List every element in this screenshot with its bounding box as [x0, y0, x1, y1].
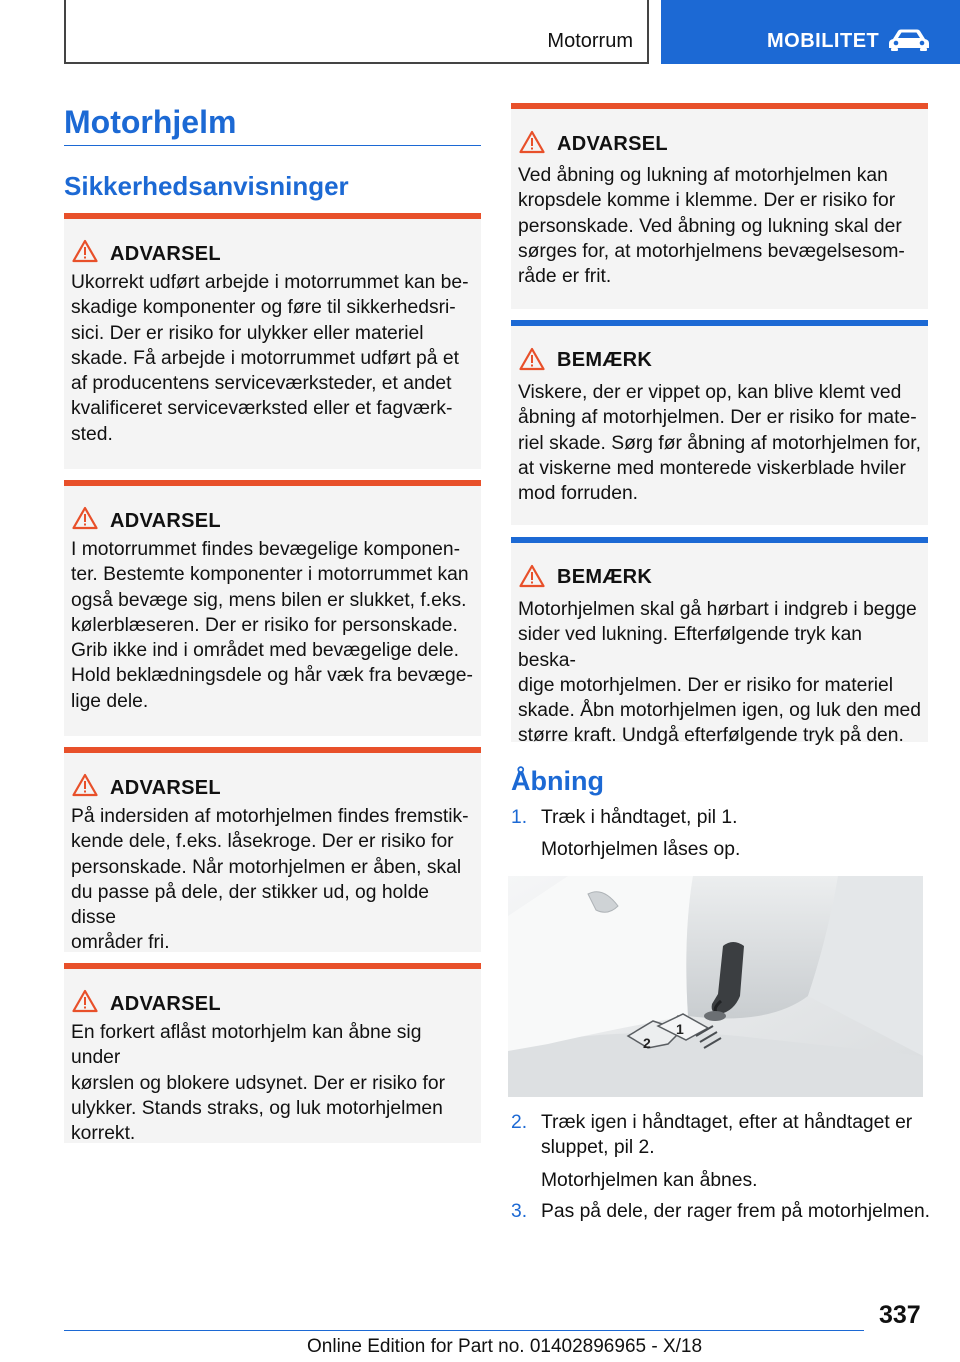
footer-edition-text: Online Edition for Part no. 01402896965 - X/18 [307, 1336, 703, 1357]
page-title: Motorhjelm [64, 104, 237, 140]
header-tab-mobility[interactable] [661, 0, 960, 64]
notice-bar [511, 320, 928, 326]
hood-release-illustration [508, 876, 923, 1097]
notice-bar [511, 103, 928, 109]
notice-text: På indersiden af motorhjelmen findes fremstik- kende dele, f.eks. låsekroge. Der er risiko for personskade. Når motorhjelmen er åben, skal du passe på dele, der stikker ud, og holde disse områder fri. [71, 806, 469, 954]
notice-title: ADVARSEL [557, 133, 668, 155]
arrow-label-1: 1 [676, 1021, 684, 1037]
notice-bar [64, 963, 481, 969]
notice-text: I motorrummet findes bevægelige komponen- ter. Bestemte komponenter i motorrummet kan også bevæge sig, mens bilen er slukket, f.eks. kølerblæseren. Der er risiko for personskade. Grib ikke ind i området med bevægelige dele. Hold beklædningsdele og hår væk fra bevæge- lige dele. [71, 539, 473, 712]
step-number: 2. [511, 1112, 528, 1133]
header-section-box [64, 0, 649, 64]
step-text: Træk i håndtaget, pil 1. Motorhjelmen låses op. [541, 805, 931, 863]
step-text: Pas på dele, der rager frem på motorhjelmen. [541, 1201, 931, 1222]
notice-box [64, 963, 481, 1143]
notice-text: Viskere, der er vippet op, kan blive klemt ved åbning af motorhjelmen. Der er risiko for mate- riel skade. Sørg før åbning af motorhjelmen for, at viskerne med monterede viskerblade hviler mod forruden. [518, 382, 921, 505]
step-number: 3. [511, 1201, 528, 1222]
notice-title: ADVARSEL [110, 993, 221, 1015]
notice-box [64, 747, 481, 952]
footer-rule [64, 1330, 864, 1331]
notice-box [64, 480, 481, 736]
notice-box [511, 320, 928, 525]
opening-heading: Åbning [511, 766, 604, 796]
page-number: 337 [879, 1301, 921, 1329]
header-tab-label: MOBILITET [767, 30, 880, 52]
notice-text: Ved åbning og lukning af motorhjelmen kan kropsdele komme i klemme. Der er risiko for personskade. Ved åbning og lukning skal der sørges for, at motorhjelmens bevægelsesom- råde er frit. [518, 165, 905, 288]
title-rule [64, 145, 481, 146]
notice-title: ADVARSEL [110, 777, 221, 799]
notice-box [64, 213, 481, 469]
notice-title: BEMÆRK [557, 566, 653, 588]
notice-bar [64, 480, 481, 486]
warning-triangle-icon [72, 239, 98, 263]
warning-triangle-icon [519, 130, 545, 154]
hood-release-handle-image [508, 876, 923, 1097]
notice-bar [64, 747, 481, 753]
car-icon [887, 28, 931, 52]
notice-text: En forkert aflåst motorhjelm kan åbne sig under kørslen og blokere udsynet. Der er risiko for ulykker. Stands straks, og luk motorhjelmen korrekt. [71, 1022, 445, 1145]
notice-box [511, 103, 928, 309]
list-item [511, 805, 931, 865]
warning-triangle-icon [72, 506, 98, 530]
notice-title: ADVARSEL [110, 510, 221, 532]
list-item [511, 1110, 931, 1195]
step-text: Træk igen i håndtaget, efter at håndtaget er sluppet, pil 2. Motorhjelmen kan åbnes. [541, 1110, 931, 1193]
notice-box [511, 537, 928, 747]
header-section-title: Motorrum [547, 30, 633, 52]
warning-triangle-icon [72, 989, 98, 1013]
notice-title: BEMÆRK [557, 349, 653, 371]
notice-title: ADVARSEL [110, 243, 221, 265]
notice-text: Ukorrekt udført arbejde i motorrummet kan be- skadige komponenter og føre til sikkerhedsri- sici. Der er risiko for ulykker eller materiel skade. Få arbejde i motorrummet udført på et af producentens serviceværksteder, et andet kvalificeret serviceværksted eller et fagværk- sted. [71, 272, 469, 445]
warning-triangle-icon [519, 564, 545, 588]
arrow-label-2: 2 [643, 1035, 651, 1051]
step-result: Motorhjelmen kan åbnes. [541, 1169, 758, 1191]
safety-heading: Sikkerhedsanvisninger [64, 171, 349, 201]
step-result: Motorhjelmen låses op. [541, 839, 741, 861]
notice-bar [511, 537, 928, 543]
notice-text: Motorhjelmen skal gå hørbart i indgreb i begge sider ved lukning. Efterfølgende tryk kan beska- dige motorhjelmen. Der er risiko for materiel skade. Åbn motorhjelmen igen, og luk den med større kraft. Undgå efterfølgende tryk på den. [518, 599, 922, 747]
list-item [511, 1199, 931, 1229]
step-number: 1. [511, 807, 528, 828]
warning-triangle-icon [519, 347, 545, 371]
warning-triangle-icon [72, 773, 98, 797]
notice-bar [64, 213, 481, 219]
